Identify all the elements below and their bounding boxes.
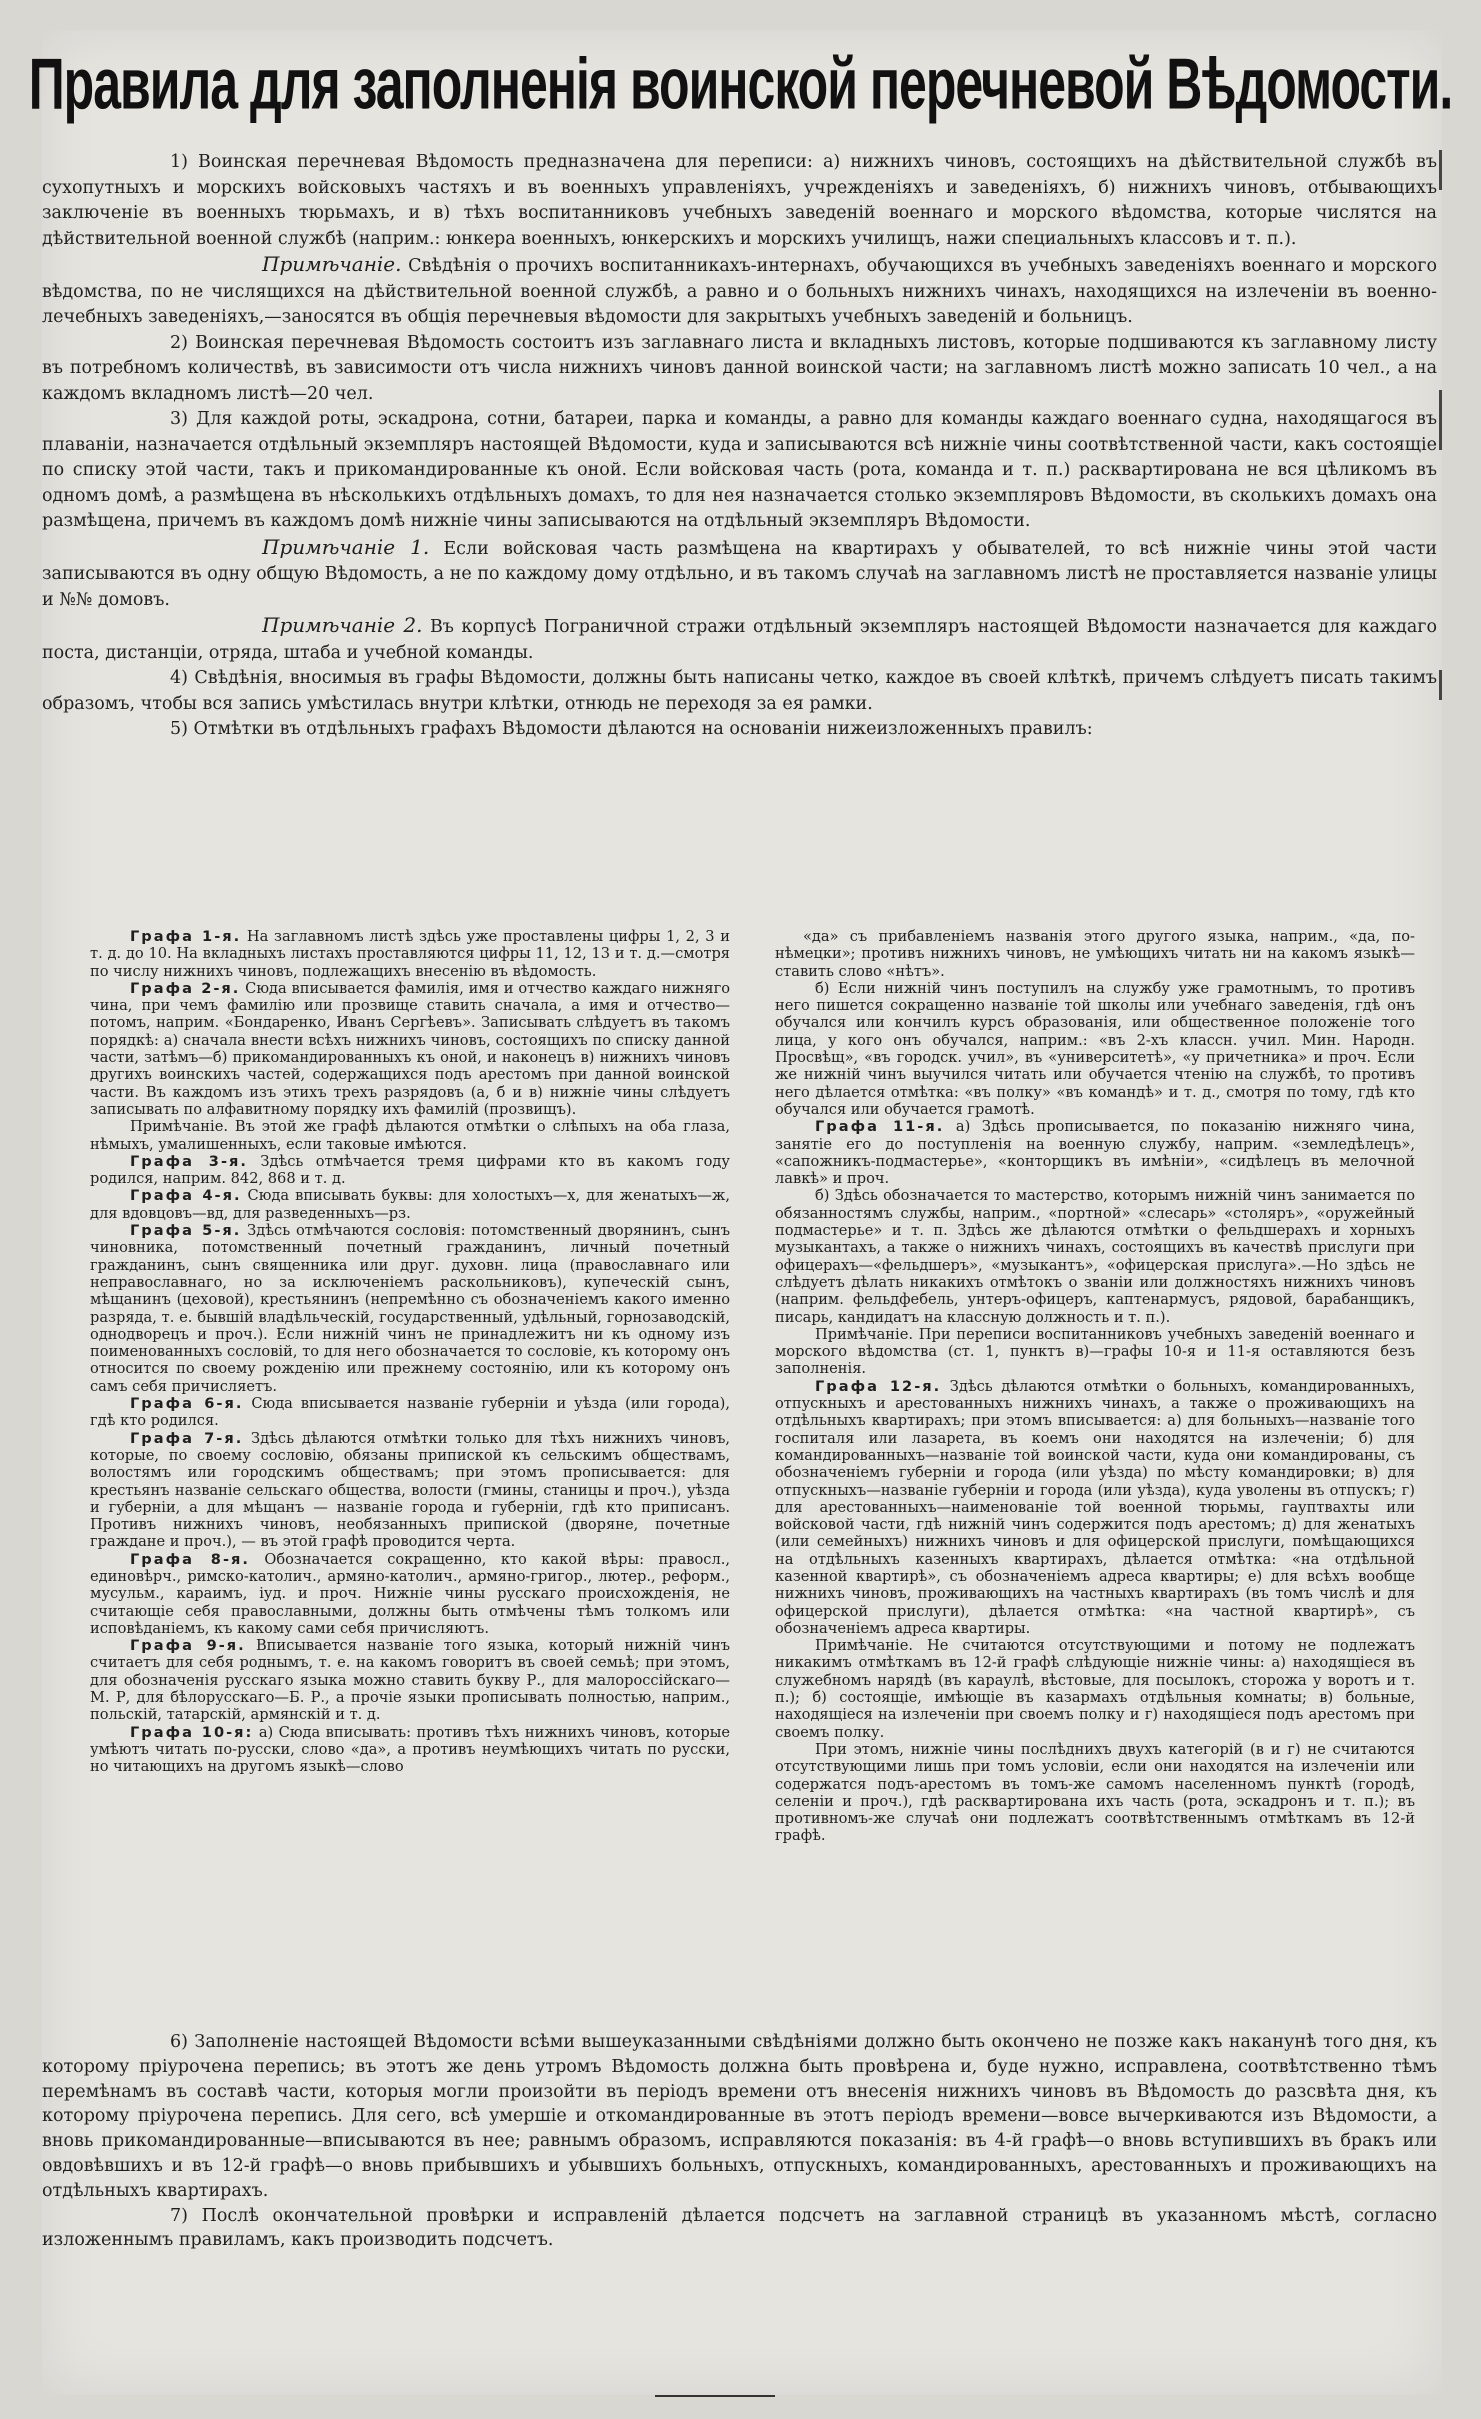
column-label: Графа 4-я.: [130, 1187, 242, 1205]
column-label: Графа 7-я.: [130, 1429, 244, 1447]
column-entry: [90, 1724, 730, 1776]
column-label: Графа 1-я.: [130, 928, 242, 945]
rule-paragraph: 7) Послѣ окончательной провѣрки и исправленій дѣлается подсчетъ на заглавной страницѣ въ указанномъ мѣстѣ, согласно изложеннымъ правиламъ, какъ производить подсчетъ.: [42, 2205, 1437, 2251]
right-column: [775, 928, 1415, 2028]
note-label: Примѣчаніе.: [262, 252, 402, 276]
column-entry: [90, 1222, 730, 1395]
column-text: Обозначается сокращенно, кто какой вѣры: правосл., единовѣрч., римско-католич., армяно-католич., армяно-григор., лютер., реформ., мусульм., караимъ, іуд. и проч. Нижніе чины русскаго происхожденія, не считающіе себя православными, должны быть отмѣчены тѣмъ толкомъ или исповѣданіемъ, къ какому сами себя причисляютъ.: [90, 1550, 730, 1637]
column-entry: [775, 1378, 1415, 1637]
column-entry: [90, 1395, 730, 1430]
edge-mark: [1439, 390, 1442, 450]
note-text: Въ корпусѣ Пограничной стражи отдѣльный экземпляръ настоящей Вѣдомости назначается для каждаго поста, дистанціи, отряда, штаба и учебной команды.: [42, 617, 1437, 663]
column-text: Здѣсь отмѣчается тремя цифрами кто въ какомъ году родился, наприм. 842, 868 и т. д.: [90, 1152, 730, 1188]
rule-note: [42, 613, 1437, 666]
column-text: Здѣсь отмѣчаются сословія: потомственный дворянинъ, сынъ чиновника, потомственный почетный гражданинъ, личный почетный гражданинъ, сынъ священника или друг. духовн. лица (православнаго или неправославнаго, но за исключеніемъ раскольниковъ), купеческій сынъ, мѣщанинъ (цеховой), крестьянинъ (непремѣнно съ обозначеніемъ какого именно разряда, т. е. бывшій владѣльческій, государственный, удѣльный, горнозаводскій, однодворецъ и проч.). Если нижній чинъ не принадлежитъ ни къ одному изъ поименованныхъ сословій, то для него обозначается то сословіе, къ которому онъ относится по своему рожденію или прежнему состоянію, или къ которому онъ самъ себя причисляетъ.: [90, 1222, 730, 1395]
column-text: б) Если нижній чинъ поступилъ на службу уже грамотнымъ, то противъ него пишется сокращенно названіе той школы или учебнаго заведенія, гдѣ онъ обучался или кончилъ курсъ образованія, или общественное положеніе того лица, у кого онъ обучался, наприм.: «въ 2-хъ классн. учил. Мин. Народн. Просвѣщ», «въ городск. учил», въ «университетѣ», «у причетника» и проч. Если же нижній чинъ выучился читать или обучается чтенію на службѣ, то противъ него дѣлается отмѣтка: «въ полку» «въ командѣ» и т. д., смотря по тому, гдѣ кто обучался или обучается грамотѣ.: [775, 979, 1415, 1118]
column-text: На заглавномъ листѣ здѣсь уже проставлены цифры 1, 2, 3 и т. д. до 10. На вкладныхъ листахъ проставляются цифры 11, 12, 13 и т. д.—смотря по числу нижнихъ чиновъ, подлежащихъ внесенію въ вѣдомость.: [90, 928, 730, 980]
column-entry: [90, 1551, 730, 1637]
column-entry: [90, 928, 730, 980]
footer-rule: [655, 2395, 775, 2397]
column-text: Сюда вписывается названіе губерніи и уѣзда (или города), гдѣ кто родился.: [90, 1395, 730, 1430]
rule-note: [42, 535, 1437, 614]
column-text: Вписывается названіе того языка, который нижній чинъ считаетъ для себя роднымъ, т. е. на какомъ говоритъ въ своей семьѣ; при этомъ, для обозначенія русскаго языка можно ставить букву Р., для малороссійскаго—М. Р, для бѣлорусскаго—Б. Р., а прочіе языки прописывать полностью, наприм., польскій, татарскій, армянскій и т. д.: [90, 1637, 730, 1724]
column-text: Здѣсь дѣлаются отмѣтки о больныхъ, командированныхъ, отпускныхъ и арестованныхъ нижнихъ чинахъ, а также о проживающихъ на отдѣльныхъ квартирахъ; при этомъ вписывается: а) для больныхъ—названіе того госпиталя или лазарета, въ коемъ они находятся на излеченіи; б) для командированныхъ—названіе той воинской части, куда они командированы, съ обозначеніемъ губерніи и города (или уѣзда) по мѣсту командировки; в) для отпускныхъ—названіе губерніи и города (или уѣзда), куда уволены въ отпускъ; г) для арестованныхъ—наименованіе той военной тюрьмы, гауптвахты или войсковой части, гдѣ нижній чинъ содержится подъ арестомъ; д) для женатыхъ (или семейныхъ) нижнихъ чиновъ и для офицерской прислуги, помѣщающихся на отдѣльныхъ казенныхъ квартирахъ, дѣлается отмѣтка: «на отдѣльной казенной квартирѣ», съ обозначеніемъ адреса квартиры; е) для всѣхъ вообще нижнихъ чиновъ, проживающихъ на частныхъ квартирахъ (въ томъ числѣ и для офицерской прислуги), дѣлается отмѣтка: «на частной квартирѣ», съ обозначеніемъ адреса квартиры.: [775, 1377, 1416, 1637]
column-entry: [90, 1153, 730, 1188]
column-entry: [90, 1430, 730, 1551]
column-label: Графа 6-я.: [130, 1395, 244, 1413]
column-text: б) Здѣсь обозначается то мастерство, которымъ нижній чинъ занимается по обязанностямъ службы, наприм., «портной» «слесарь» «столяръ», «оружейный подмастерье» и т. п. Здѣсь же дѣлаются отмѣтки о фельдшерахъ и хорныхъ музыкантахъ, а также о нижнихъ чинахъ, состоящихъ въ качествѣ прислуги при офицерахъ—«фельдшеръ», «музыкантъ», «офицерская прислуга».—Но здѣсь не слѣдуетъ дѣлать никакихъ отмѣтокъ о званіи или должностяхъ нижнихъ чиновъ (наприм. фельдфебель, унтеръ-офицеръ, каптенармусъ, рядовой, барабанщикъ, писарь, кандидатъ на классную должность и т. п.).: [775, 1187, 1415, 1326]
left-column: [90, 928, 730, 2028]
column-label: Графа 10-я:: [130, 1723, 254, 1741]
column-text: Здѣсь дѣлаются отмѣтки только для тѣхъ нижнихъ чиновъ, которые, по своему сословію, обязаны припиской къ сельскимъ обществамъ, волостямъ или городскимъ обществамъ; при этомъ прописывается: для крестьянъ названіе сельскаго общества, волости (гмины, станицы и проч.), уѣзда и губерніи, а для мѣщанъ — названіе города и губерніи, гдѣ кто приписанъ. Противъ нижнихъ чиновъ, необязанныхъ припиской (дворяне, почетные граждане и проч.), — въ этой графѣ проводится черта.: [90, 1429, 731, 1551]
rule-paragraph: 6) Заполненіе настоящей Вѣдомости всѣми вышеуказанными свѣдѣніями должно быть окончено не позже какъ наканунѣ того дня, къ которому пріурочена перепись; въ этотъ же день утромъ Вѣдомость должна быть провѣрена и, буде нужно, исправлена, соотвѣтственно тѣмъ перемѣнамъ въ составѣ части, которыя могли произойти въ періодъ времени отъ внесенія нижнихъ чиновъ въ Вѣдомость до разсвѣта дня, къ которому пріурочена перепись. Для сего, всѣ умершіе и откомандированные въ этотъ періодъ времени—вовсе вычеркиваются изъ Вѣдомости, а вновь прикомандированные—вписываются въ нее; равнымъ образомъ, исправляются показанія: въ 4-й графѣ—о вновь вступившихъ въ бракъ или овдовѣвшихъ и въ 12-й графѣ—о вновь прибывшихъ и убывшихъ больныхъ, отпускныхъ, командированныхъ, арестованныхъ и проживающихъ на отдѣльныхъ квартирахъ.: [42, 2032, 1437, 2201]
column-label: Графа 11-я.: [815, 1118, 945, 1136]
column-entry: [90, 1637, 730, 1723]
column-text: Сюда вписывать буквы: для холостыхъ—х, для женатыхъ—ж, для вдовцовъ—вд, для разведенныхъ—рз.: [90, 1187, 730, 1222]
column-entry: [775, 1118, 1415, 1187]
note-label: Примѣчаніе 1.: [262, 534, 430, 559]
column-text: Примѣчаніе. Не считаются отсутствующими и потому не подлежатъ никакимъ отмѣткамъ въ 12-й графѣ слѣдующіе нижніе чины: а) находящіеся въ служебномъ нарядѣ (въ караулѣ, вѣстовые, для посылокъ, сторожа у воротъ и т. п.); б) состоящіе, имѣющіе въ казармахъ отдѣльныя комнаты; в) больные, находящіеся на излеченіи при своемъ полку и г) находящіеся подъ арестомъ при своемъ полку.: [775, 1637, 1415, 1741]
rule-paragraph: 4) Свѣдѣнія, вносимыя въ графы Вѣдомости, должны быть написаны четко, каждое въ своей клѣткѣ, причемъ слѣдуетъ писать такимъ образомъ, чтобы вся запись умѣстилась внутри клѣтки, отнюдь не переходя за ея рамки.: [42, 668, 1437, 714]
column-label: Графа 3-я.: [130, 1152, 248, 1170]
rule-paragraph: 2) Воинская перечневая Вѣдомость состоитъ изъ заглавнаго листа и вкладныхъ листовъ, которые подшиваются къ заглавному листу въ потребномъ количествѣ, въ зависимости отъ числа нижнихъ чиновъ данной воинской части; на заглавномъ листѣ можно записать 10 чел., а на каждомъ вкладномъ листѣ—20 чел.: [42, 332, 1437, 404]
column-entry: [90, 1118, 730, 1153]
column-text: При этомъ, нижніе чины послѣднихъ двухъ категорій (в и г) не считаются отсутствующими лишь при томъ условіи, если они находятся на излеченіи или содержатся подъ-арестомъ въ томъ-же самомъ населенномъ пунктѣ (городѣ, селеніи и проч.), гдѣ расквартирована ихъ часть (рота, эскадронъ и т. п.); въ противномъ-же случаѣ они подлежатъ соотвѣтственнымъ отмѣткамъ въ 12-й графѣ.: [775, 1740, 1415, 1845]
edge-mark: [1439, 150, 1442, 190]
column-label: Графа 12-я.: [815, 1377, 942, 1395]
column-text: Сюда вписывается фамилія, имя и отчество каждаго нижняго чина, при чемъ фамилію или прозвище ставить сначала, а имя и отчество—потомъ, наприм. «Бондаренко, Иванъ Сергѣевъ». Записывать слѣдуетъ въ такомъ порядкѣ: а) сначала внести всѣхъ нижнихъ чиновъ, состоящихъ по списку данной части, затѣмъ—б) прикомандированныхъ къ оной, и наконецъ в) нижнихъ чиновъ другихъ воинскихъ частей, содержащихся подъ арестомъ при данной воинской части. Въ каждомъ изъ этихъ трехъ разрядовъ (а, б и в) нижніе чины слѣдуетъ записывать по алфавитному порядку ихъ фамилій (прозвищъ).: [90, 979, 731, 1118]
column-entry: [775, 1741, 1415, 1845]
column-entry: [90, 980, 730, 1118]
note-text: Свѣдѣнія о прочихъ воспитанникахъ-интернахъ, обучающихся въ учебныхъ заведеніяхъ военнаго и морского вѣдомства, по не числящихся на дѣйствительной военной службѣ, а равно и о больныхъ нижнихъ чинахъ, находящихся на излеченіи въ военно-лечебныхъ заведеніяхъ,—заносятся въ общія перечневыя вѣдомости для закрытыхъ учебныхъ заведеній и больницъ.: [42, 256, 1437, 327]
column-text: а) Здѣсь прописывается, по показанію нижняго чина, занятіе его до поступленія на военную службу, наприм. «земледѣлецъ», «сапожникъ-подмастерье», «конторщикъ въ имѣніи», «сидѣлецъ въ мелочной лавкѣ» и проч.: [775, 1118, 1415, 1188]
rules-intro: [42, 150, 1437, 743]
column-entry: [90, 1187, 730, 1222]
rule-paragraph: 3) Для каждой роты, эскадрона, сотни, батареи, парка и команды, а равно для команды каждаго военнаго судна, находящагося въ плаваніи, назначается отдѣльный экземпляръ настоящей Вѣдомости, куда и записываются всѣ нижніе чины соотвѣтственной части, какъ состоящіе по списку этой части, такъ и прикомандированные къ оной. Если войсковая часть (рота, команда и т. п.) расквартирована не вся цѣликомъ въ одномъ домѣ, а размѣщена въ нѣсколькихъ отдѣльныхъ домахъ, то для нея назначается столько экземпляровъ Вѣдомости, въ сколькихъ домахъ она размѣщена, причемъ въ каждомъ домѣ нижніе чины записываются на отдѣльный экземпляръ Вѣдомости.: [42, 409, 1437, 531]
column-label: Графа 8-я.: [130, 1550, 250, 1568]
column-text: а) Сюда вписывать: противъ тѣхъ нижнихъ чиновъ, которые умѣютъ читать по-русски, слово «да», а противъ неумѣющихъ читать по русски, но читающихъ на другомъ языкѣ—слово: [90, 1723, 731, 1776]
columns-section: [90, 928, 1415, 2028]
rule-note: [42, 252, 1437, 331]
column-entry: [775, 1326, 1415, 1378]
column-text: Примѣчаніе. При переписи воспитанниковъ учебныхъ заведеній военнаго и морского вѣдомства (ст. 1, пунктъ в)—графы 10-я и 11-я оставляются безъ заполненія.: [775, 1325, 1415, 1378]
rule-paragraph: 1) Воинская перечневая Вѣдомость предназначена для переписи: а) нижнихъ чиновъ, состоящихъ на дѣйствительной службѣ въ сухопутныхъ и морскихъ войсковыхъ частяхъ и въ военныхъ управленіяхъ, учрежденіяхъ и заведеніяхъ, б) нижнихъ чиновъ, отбывающихъ заключеніе въ военныхъ тюрьмахъ, и в) тѣхъ воспитанниковъ учебныхъ заведеній военнаго и морского вѣдомства, которые числятся на дѣйствительной военной службѣ (наприм.: юнкера военныхъ, юнкерскихъ и морскихъ училищъ, нажи специальныхъ классовъ и т. п.).: [42, 152, 1437, 249]
column-entry: [775, 928, 1415, 980]
column-label: Графа 5-я.: [130, 1222, 242, 1240]
note-text: Если войсковая часть размѣщена на квартирахъ у обывателей, то всѣ нижніе чины этой части записываются въ одну общую Вѣдомость, а не по каждому дому отдѣльно, и въ такомъ случаѣ на заглавномъ листѣ не проставляется названіе улицы и №№ домовъ.: [42, 538, 1437, 610]
rules-closing: [42, 2030, 1437, 2253]
column-label: Графа 9-я.: [130, 1637, 246, 1655]
column-entry: [775, 1187, 1415, 1325]
column-label: Графа 2-я.: [130, 979, 241, 997]
column-text: «да» съ прибавленіемъ названія этого другого языка, наприм., «да, по-нѣмецки»; противъ нижнихъ чиновъ, не умѣющихъ читать ни на какомъ языкѣ—ставить слово «нѣтъ».: [775, 928, 1415, 980]
rule-paragraph: 5) Отмѣтки въ отдѣльныхъ графахъ Вѣдомости дѣлаются на основаніи нижеизложенныхъ правилъ:: [170, 719, 1093, 739]
column-text: Примѣчаніе. Въ этой же графѣ дѣлаются отмѣтки о слѣпыхъ на оба глаза, нѣмыхъ, умалишенныхъ, если таковые имѣются.: [90, 1118, 730, 1153]
column-entry: [775, 1637, 1415, 1741]
page-title: Правила для заполненія воинской перечневой Вѣдомости.: [28, 43, 1453, 125]
column-entry: [775, 980, 1415, 1118]
note-label: Примѣчаніе 2.: [262, 613, 423, 637]
edge-mark: [1439, 670, 1442, 700]
